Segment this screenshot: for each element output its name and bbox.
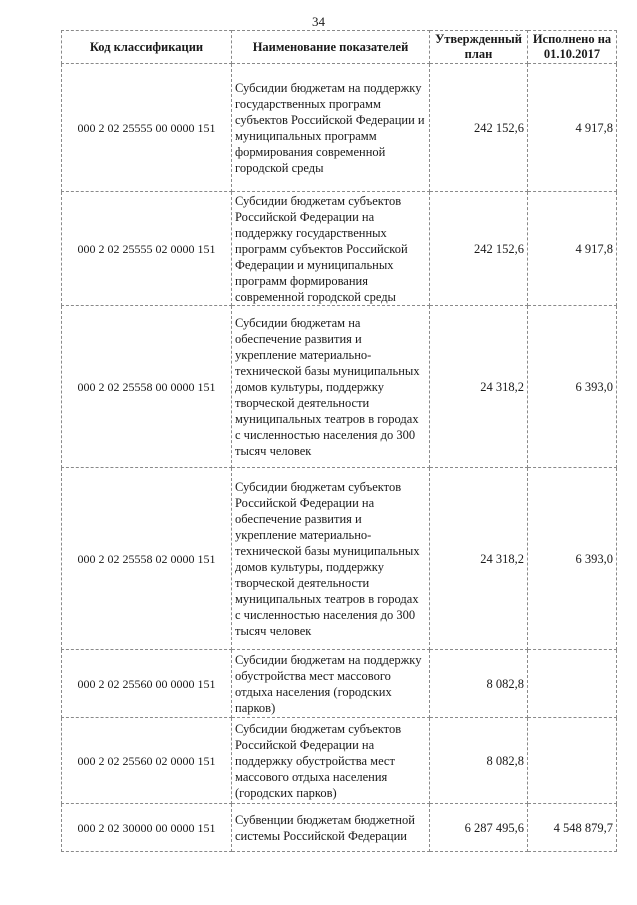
row-executed bbox=[528, 650, 617, 718]
table-row bbox=[62, 804, 617, 852]
row-executed: 4 548 879,7 bbox=[528, 804, 617, 852]
row-name: Субсидии бюджетам на поддержку обустройства мест массового отдыха населения (городских парков) bbox=[232, 650, 430, 718]
row-name: Субсидии бюджетам субъектов Российской Федерации на обеспечение развития и укрепление материально-технической базы муниципальных домов культуры, поддержку творческой деятельности муниципальных театров в городах с численностью населения до 300 тысяч человек bbox=[232, 468, 430, 650]
row-plan: 8 082,8 bbox=[430, 718, 528, 804]
row-executed: 6 393,0 bbox=[528, 468, 617, 650]
table-row bbox=[62, 468, 617, 650]
budget-table bbox=[61, 30, 617, 852]
row-code: 000 2 02 25560 00 0000 151 bbox=[62, 650, 232, 718]
row-executed bbox=[528, 718, 617, 804]
table-row bbox=[62, 64, 617, 192]
row-plan: 6 287 495,6 bbox=[430, 804, 528, 852]
row-code: 000 2 02 25560 02 0000 151 bbox=[62, 718, 232, 804]
row-code: 000 2 02 25558 00 0000 151 bbox=[62, 306, 232, 468]
row-name: Субсидии бюджетам на поддержку государственных программ субъектов Российской Федерации и муниципальных программ формирования современной городской среды bbox=[232, 64, 430, 192]
row-name: Субсидии бюджетам субъектов Российской Федерации на поддержку обустройства мест массового отдыха населения (городских парков) bbox=[232, 718, 430, 804]
table-row bbox=[62, 192, 617, 306]
row-code: 000 2 02 25558 02 0000 151 bbox=[62, 468, 232, 650]
row-plan: 242 152,6 bbox=[430, 64, 528, 192]
table-row bbox=[62, 306, 617, 468]
header-plan: Утвержденный план bbox=[430, 31, 528, 64]
row-plan: 24 318,2 bbox=[430, 306, 528, 468]
row-plan: 8 082,8 bbox=[430, 650, 528, 718]
page-number: 34 bbox=[312, 14, 325, 29]
row-plan: 242 152,6 bbox=[430, 192, 528, 306]
row-name: Субсидии бюджетам на обеспечение развития и укрепление материально-технической базы муниципальных домов культуры, поддержку творческой деятельности муниципальных театров в городах с численностью населения до 300 тысяч человек bbox=[232, 306, 430, 468]
table-row bbox=[62, 650, 617, 718]
row-name: Субсидии бюджетам субъектов Российской Федерации на поддержку государственных программ субъектов Российской Федерации и муниципальных программ формирования современной городской среды bbox=[232, 192, 430, 306]
row-code: 000 2 02 25555 00 0000 151 bbox=[62, 64, 232, 192]
row-executed: 4 917,8 bbox=[528, 192, 617, 306]
table-row bbox=[62, 718, 617, 804]
header-code: Код классификации bbox=[62, 31, 232, 64]
row-plan: 24 318,2 bbox=[430, 468, 528, 650]
row-name: Субвенции бюджетам бюджетной системы Российской Федерации bbox=[232, 804, 430, 852]
row-executed: 6 393,0 bbox=[528, 306, 617, 468]
row-code: 000 2 02 30000 00 0000 151 bbox=[62, 804, 232, 852]
row-code: 000 2 02 25555 02 0000 151 bbox=[62, 192, 232, 306]
header-name: Наименование показателей bbox=[232, 31, 430, 64]
header-executed: Исполнено на 01.10.2017 bbox=[528, 31, 617, 64]
row-executed: 4 917,8 bbox=[528, 64, 617, 192]
table-header-row bbox=[62, 31, 617, 64]
